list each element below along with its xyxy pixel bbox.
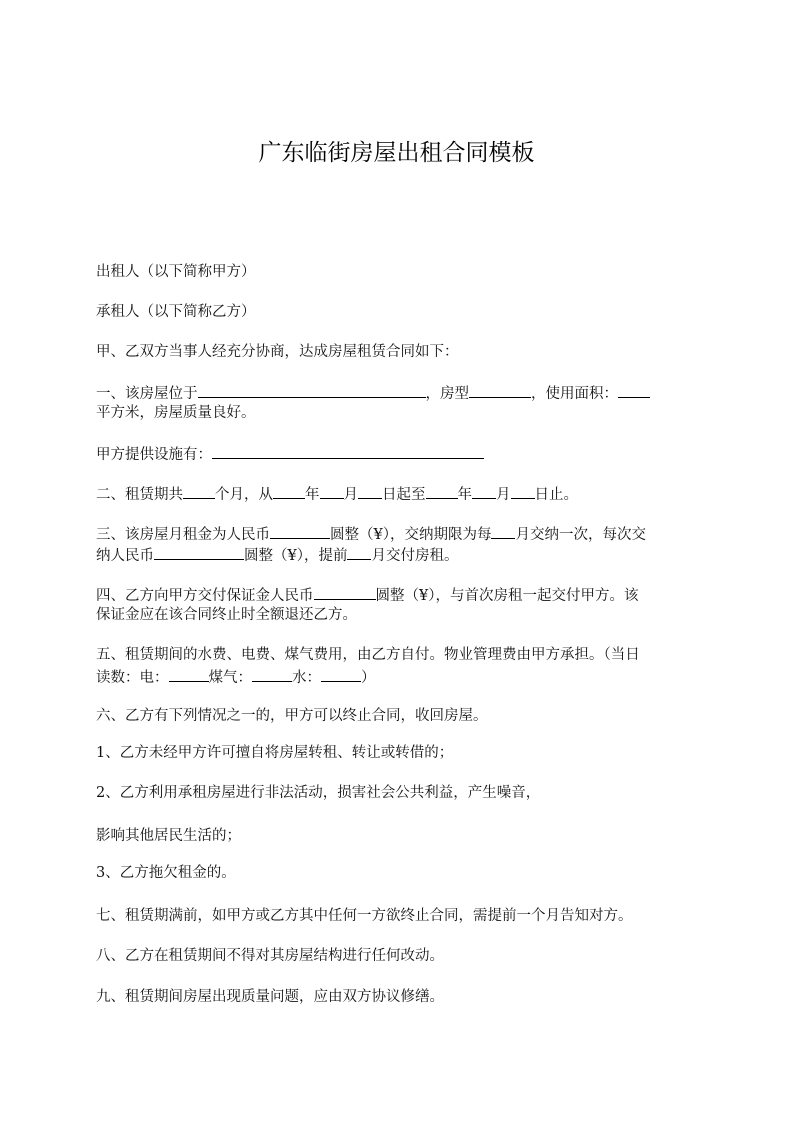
clause-6-item-3: 3、乙方拖欠租金的。 xyxy=(96,865,236,881)
blank-address xyxy=(198,382,426,398)
clause-2-text-c: 年 xyxy=(305,487,320,503)
clause-1-text-area: ，使用面积： xyxy=(531,386,618,402)
clause-1-text-location: 一、该房屋位于 xyxy=(96,386,198,402)
blank-end-day xyxy=(511,483,535,499)
blank-advance-months xyxy=(347,544,371,560)
blank-water-reading xyxy=(321,666,361,682)
clause-2-text-b: 个月，从 xyxy=(215,487,273,503)
clause-5-text-c: 煤气： xyxy=(208,670,252,686)
clause-6-item-1: 1、乙方未经甲方许可擅自将房屋转租、转让或转借的； xyxy=(96,745,454,761)
clause-3-text-c: 月交纳一次，每次交 xyxy=(515,527,646,543)
clause-6-line: 六、乙方有下列情况之一的，甲方可以终止合同，收回房屋。 xyxy=(96,708,488,724)
blank-electricity-reading xyxy=(169,666,209,682)
blank-end-year xyxy=(426,483,458,499)
clause-5-text-b: 读数：电： xyxy=(96,670,169,686)
clause-6-item-2-cont: 影响其他居民生活的； xyxy=(96,828,241,844)
clause-2-text-e: 日起至 xyxy=(382,487,426,503)
clause-9-line: 九、租赁期间房屋出现质量问题，应由双方协议修缮。 xyxy=(96,989,444,1005)
clause-4-line-1 xyxy=(96,584,706,607)
clause-3-line-1 xyxy=(96,523,706,546)
blank-monthly-rent xyxy=(270,523,330,539)
clause-6-item-2: 2、乙方利用承租房屋进行非法活动，损害社会公共利益，产生噪音， xyxy=(96,785,541,801)
clause-4-text-b: 圆整（¥），与首次房租一起交付甲方。该 xyxy=(375,588,639,604)
blank-end-month xyxy=(472,483,496,499)
clause-3-text-a: 三、该房屋月租金为人民币 xyxy=(96,527,270,543)
clause-3-line-2 xyxy=(96,544,706,567)
blank-payment-period xyxy=(491,523,515,539)
facilities-line xyxy=(96,443,706,466)
blank-facilities xyxy=(212,443,484,459)
blank-months xyxy=(183,483,215,499)
blank-start-year xyxy=(273,483,305,499)
blank-start-day xyxy=(358,483,382,499)
clause-4-text-a: 四、乙方向甲方交付保证金人民币 xyxy=(96,588,314,604)
clause-2-text-h: 日止。 xyxy=(534,487,578,503)
clause-4-line-2: 保证金应在该合同终止时全额退还乙方。 xyxy=(96,607,357,623)
clause-5-text-d: 水： xyxy=(292,670,321,686)
facilities-label: 甲方提供设施有： xyxy=(96,447,212,463)
blank-payment-amount xyxy=(154,544,244,560)
document-title: 广东临街房屋出租合同模板 xyxy=(258,140,535,166)
clause-5-text-e: ） xyxy=(361,670,376,686)
clause-2-text-g: 月 xyxy=(496,487,511,503)
blank-gas-reading xyxy=(252,666,292,682)
clause-1-line-2: 平方米，房屋质量良好。 xyxy=(96,405,256,421)
clause-3-text-f: 月交付房租。 xyxy=(371,548,459,564)
blank-deposit xyxy=(314,584,376,600)
clause-3-text-d: 纳人民币 xyxy=(96,548,154,564)
blank-area xyxy=(618,382,650,398)
blank-start-month xyxy=(320,483,344,499)
clause-5-line-2 xyxy=(96,666,706,689)
lessee-line: 承租人（以下简称乙方） xyxy=(96,304,256,320)
clause-8-line: 八、乙方在租赁期间不得对其房屋结构进行任何改动。 xyxy=(96,948,444,964)
blank-room-type xyxy=(469,382,531,398)
intro-line: 甲、乙双方当事人经充分协商，达成房屋租赁合同如下： xyxy=(96,344,459,360)
clause-7-line: 七、租赁期满前，如甲方或乙方其中任何一方欲终止合同，需提前一个月告知对方。 xyxy=(96,908,633,924)
clause-2-text-f: 年 xyxy=(457,487,472,503)
clause-3-text-e: 圆整（¥），提前 xyxy=(244,548,348,564)
clause-2-text-d: 月 xyxy=(343,487,358,503)
clause-3-text-b: 圆整（¥），交纳期限为每 xyxy=(330,527,492,543)
clause-2-line xyxy=(96,483,706,506)
clause-5-line-1: 五、租赁期间的水费、电费、煤气费用，由乙方自付。物业管理费由甲方承担。（当日 xyxy=(96,647,640,663)
clause-1-line-1 xyxy=(96,382,706,405)
clause-2-text-a: 二、租赁期共 xyxy=(96,487,183,503)
clause-1-text-type: ，房型 xyxy=(425,386,469,402)
lessor-line: 出租人（以下简称甲方） xyxy=(96,264,256,280)
